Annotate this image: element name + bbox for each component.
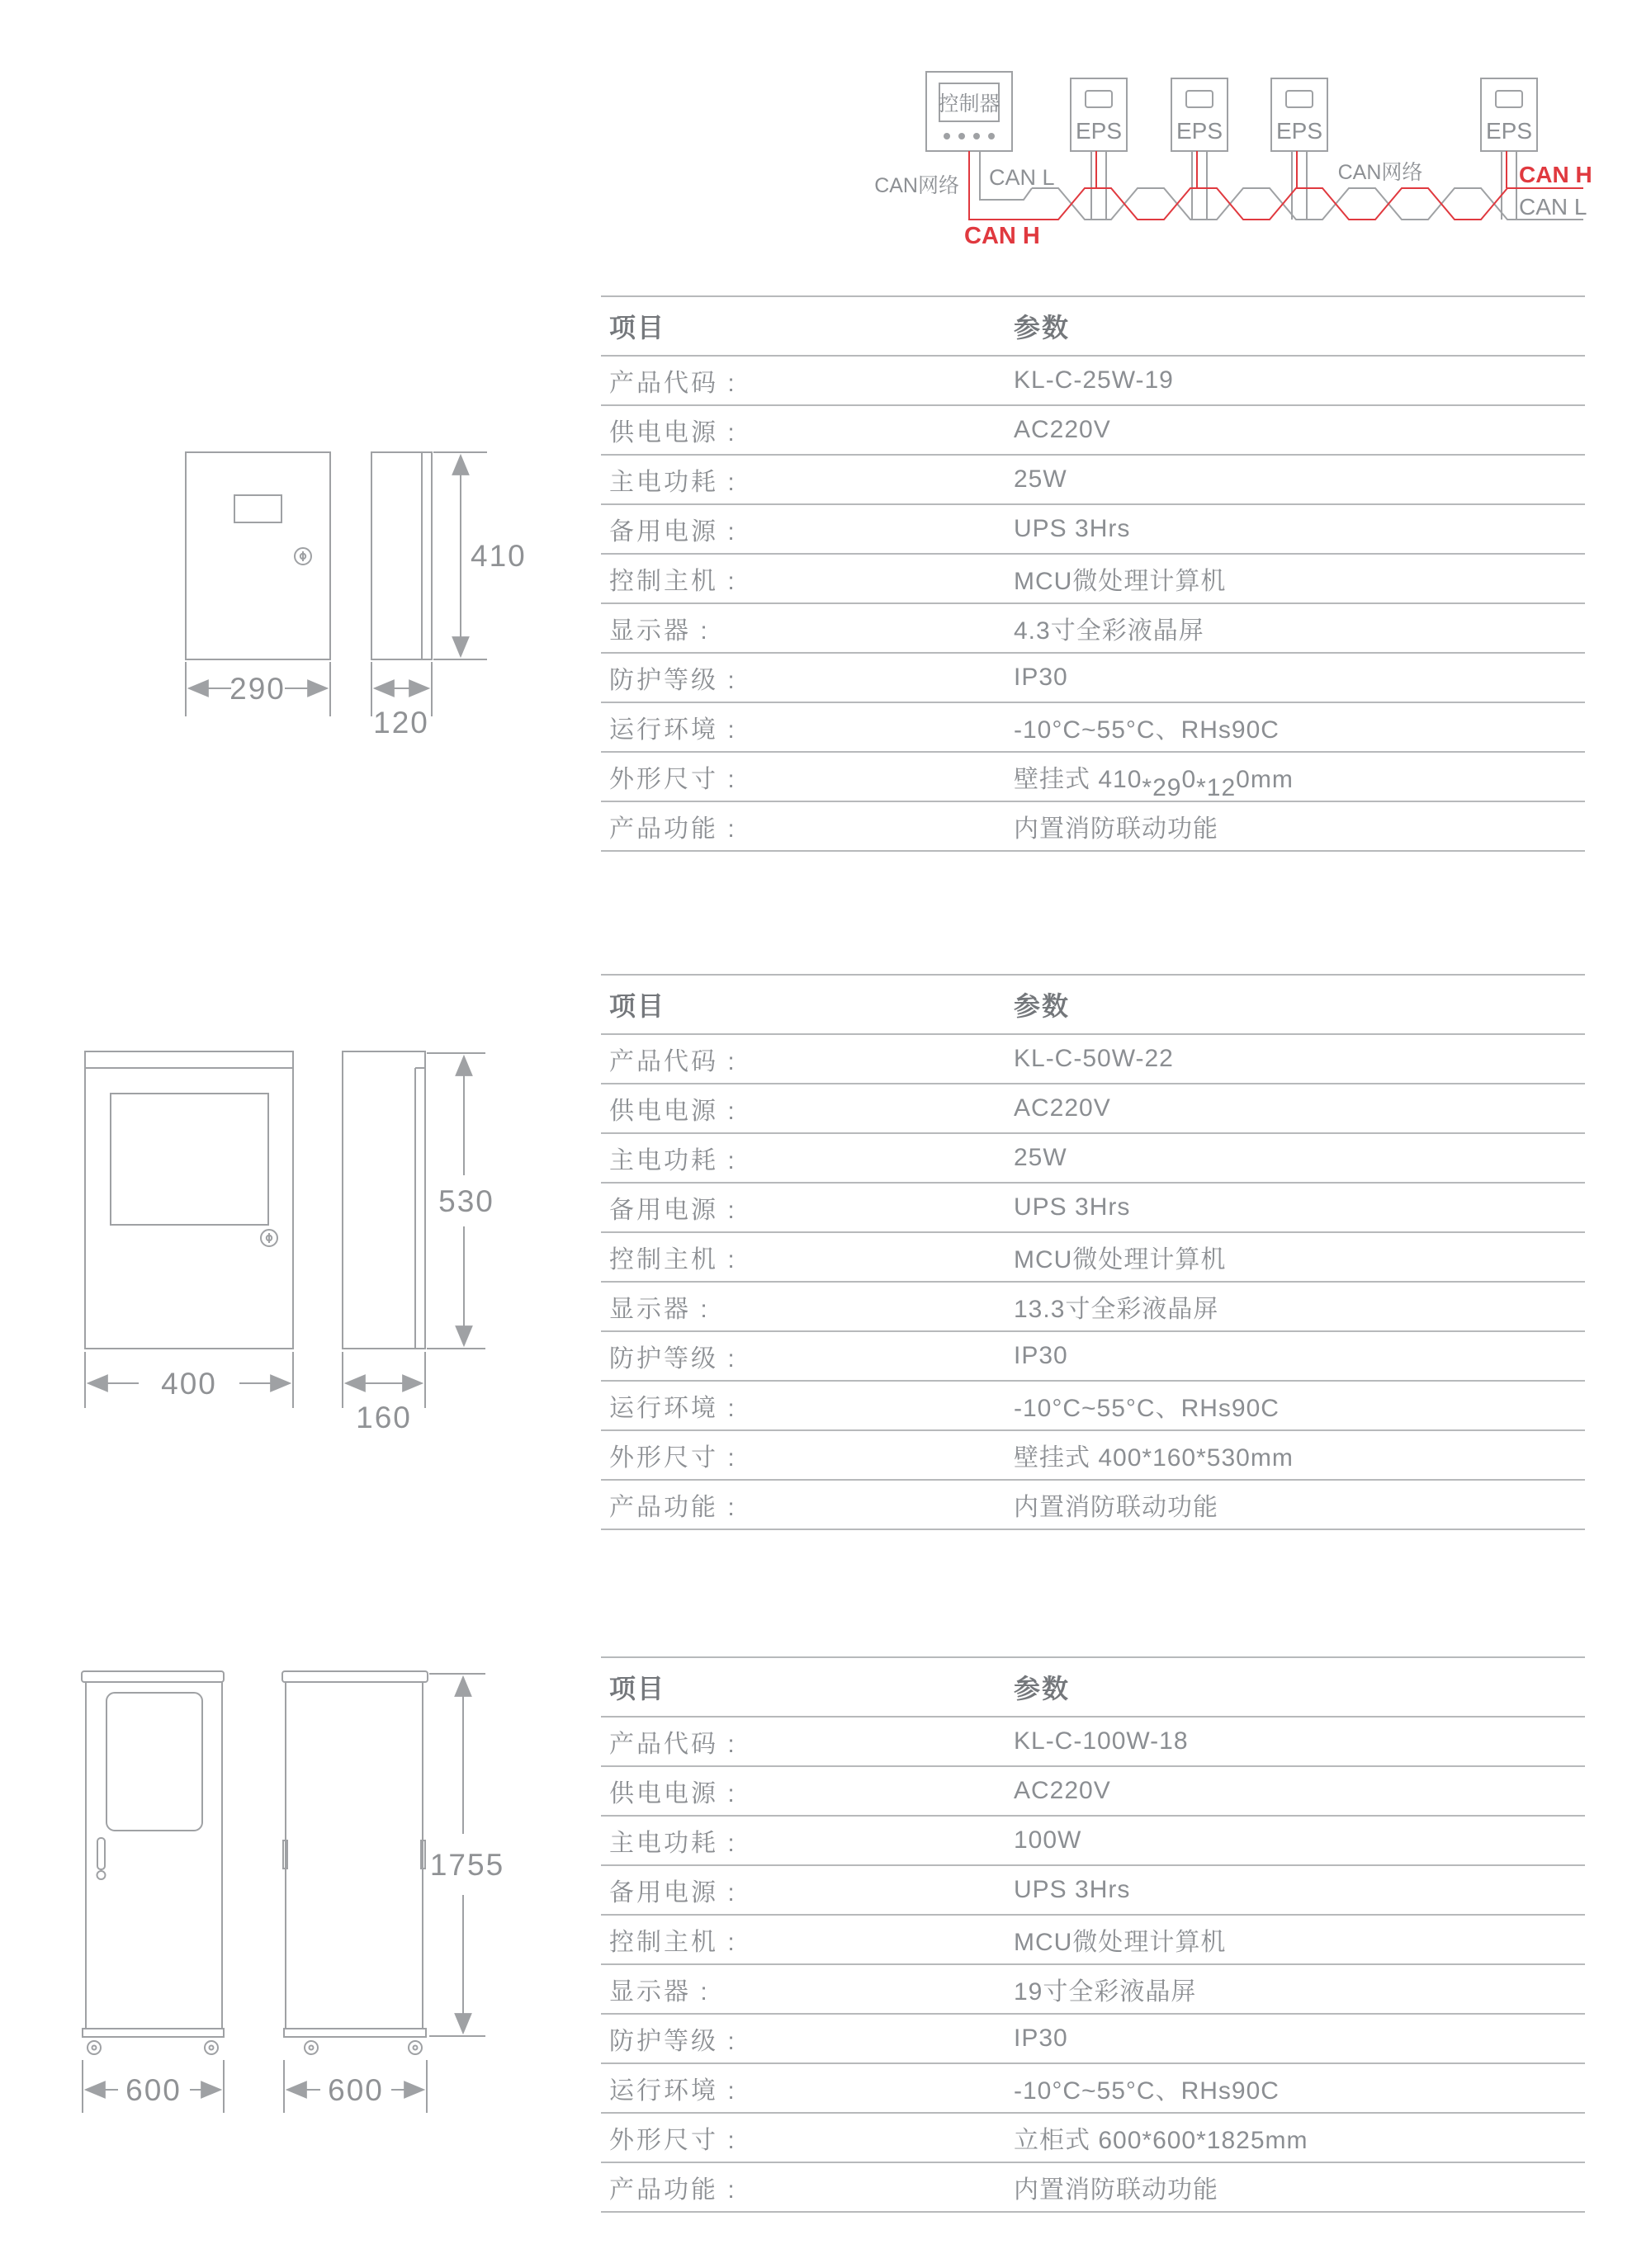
dimension-height: 530 [438, 1184, 494, 1218]
cabinet-top-cap [282, 1671, 428, 1682]
controller-label: 控制器 [938, 92, 1001, 116]
row-label: 防护等级 : [609, 2028, 737, 2055]
table-row [601, 1965, 1585, 2015]
row-label: 主电功耗 : [609, 1147, 737, 1174]
front-view [85, 1051, 293, 1349]
table-row [601, 1233, 1585, 1283]
row-label: 控制主机 : [609, 1929, 737, 1956]
table-row [601, 505, 1585, 555]
row-label: 主电功耗 : [609, 469, 737, 496]
front-view [186, 452, 330, 659]
row-label: 主电功耗 : [609, 1830, 737, 1857]
row-value: UPS 3Hrs [1014, 1193, 1131, 1221]
row-label: 显示器 : [609, 617, 710, 645]
row-value: AC220V [1014, 416, 1111, 443]
row-label: 产品代码 : [609, 1048, 737, 1075]
dimension-drawing-small-wallbox [124, 413, 553, 759]
table-row [601, 1817, 1585, 1866]
eps-label: EPS [1075, 118, 1123, 144]
row-label: 运行环境 : [609, 716, 737, 744]
table-row [601, 1084, 1585, 1134]
table-row [601, 406, 1585, 456]
table-header [601, 1658, 1585, 1718]
cabinet-base [83, 2029, 224, 2037]
table-row [601, 1283, 1585, 1332]
row-label: 备用电源 : [609, 1879, 737, 1907]
table-row [601, 802, 1585, 852]
row-value: UPS 3Hrs [1014, 515, 1131, 542]
dimension-depth: 160 [356, 1401, 412, 1434]
row-label: 产品代码 : [609, 370, 737, 397]
table-row [601, 555, 1585, 604]
row-value: 内置消防联动功能 [1014, 1494, 1218, 1521]
row-value: 立柜式 600*600*1825mm [1014, 2127, 1308, 2154]
table-row [601, 1916, 1585, 1965]
dimension-drawing-medium-wallbox [66, 1015, 528, 1436]
table-row [601, 1866, 1585, 1916]
row-value: 壁挂式 400*160*530mm [1014, 1444, 1294, 1472]
dimension-width: 600 [125, 2073, 182, 2107]
row-label: 供电电源 : [609, 419, 737, 447]
column-header-item: 项目 [609, 313, 666, 343]
row-value: 19寸全彩液晶屏 [1014, 1978, 1197, 2006]
row-value: IP30 [1014, 664, 1068, 691]
dimension-width: 290 [229, 672, 286, 706]
row-label: 备用电源 : [609, 518, 737, 546]
row-value: IP30 [1014, 2025, 1068, 2052]
column-header-param: 参数 [1014, 1674, 1071, 1703]
column-header-param: 参数 [1014, 991, 1071, 1021]
can-network-diagram [0, 0, 1651, 272]
spec-table-100w [601, 1656, 1585, 2213]
door-window [106, 1693, 202, 1831]
dimension-height: 410 [471, 539, 527, 573]
row-value: MCU微处理计算机 [1014, 1929, 1227, 1956]
row-label: 防护等级 : [609, 1345, 737, 1373]
row-value: KL-C-25W-19 [1014, 366, 1174, 394]
table-row [601, 1382, 1585, 1431]
row-value: 4.3寸全彩液晶屏 [1014, 617, 1204, 645]
table-row [601, 604, 1585, 654]
eps-label: EPS [1275, 118, 1323, 144]
row-value: MCU微处理计算机 [1014, 568, 1227, 595]
spec-table-25w [601, 295, 1585, 852]
table-row [601, 2015, 1585, 2064]
row-value: 25W [1014, 1144, 1067, 1171]
table-header [601, 297, 1585, 357]
row-label: 产品功能 : [609, 815, 737, 843]
row-label: 产品代码 : [609, 1731, 737, 1758]
row-label: 产品功能 : [609, 2176, 737, 2204]
row-label: 外形尺寸 : [609, 1444, 737, 1472]
screen-window [111, 1094, 268, 1225]
can-l-label-left: CAN L [989, 165, 1055, 190]
column-header-item: 项目 [609, 1674, 666, 1703]
dimension-depth: 600 [328, 2073, 384, 2107]
row-label: 控制主机 : [609, 1246, 737, 1273]
table-row [601, 1134, 1585, 1184]
eps-label: EPS [1176, 118, 1223, 144]
row-value: IP30 [1014, 1342, 1068, 1369]
eps-label: EPS [1485, 118, 1533, 144]
table-row [601, 1035, 1585, 1084]
row-value: 13.3寸全彩液晶屏 [1014, 1296, 1219, 1323]
row-label: 运行环境 : [609, 2077, 737, 2105]
dimension-drawing-cabinet [25, 1642, 537, 2220]
row-value: -10°C~55°C、RHs90C [1014, 2077, 1280, 2105]
row-label: 外形尺寸 : [609, 766, 737, 793]
table-row [601, 456, 1585, 505]
row-value: UPS 3Hrs [1014, 1876, 1131, 1903]
door-handle [97, 1838, 105, 1869]
caster-wheel [88, 2041, 101, 2054]
row-label: 产品功能 : [609, 1494, 737, 1521]
spec-table-50w [601, 974, 1585, 1530]
row-value: -10°C~55°C、RHs90C [1014, 1395, 1280, 1422]
can-network-label-left: CAN网络 [874, 174, 959, 197]
row-value: MCU微处理计算机 [1014, 1246, 1227, 1273]
row-value: 内置消防联动功能 [1014, 815, 1218, 843]
row-value: 壁挂式 410*290*120mm [1014, 766, 1294, 801]
eps-drop-wires [1091, 151, 1516, 220]
dimension-depth: 120 [373, 706, 429, 739]
side-view [343, 1051, 425, 1349]
row-label: 显示器 : [609, 1978, 710, 2006]
cabinet-base [284, 2029, 426, 2037]
row-label: 防护等级 : [609, 667, 737, 694]
table-row [601, 654, 1585, 703]
column-header-item: 项目 [609, 991, 666, 1021]
can-network-label-right: CAN网络 [1337, 161, 1423, 184]
row-value: 内置消防联动功能 [1014, 2176, 1218, 2204]
table-row [601, 2114, 1585, 2163]
table-row [601, 1332, 1585, 1382]
row-label: 外形尺寸 : [609, 2127, 737, 2154]
row-label: 供电电源 : [609, 1780, 737, 1807]
row-label: 控制主机 : [609, 568, 737, 595]
table-row [601, 1431, 1585, 1481]
caster-wheel [409, 2041, 422, 2054]
row-label: 显示器 : [609, 1296, 710, 1323]
caster-wheel [205, 2041, 218, 2054]
row-label: 供电电源 : [609, 1098, 737, 1125]
table-header [601, 976, 1585, 1035]
display-window [234, 495, 281, 522]
controller-indicator-dots [944, 133, 995, 139]
table-row [601, 2064, 1585, 2114]
table-row [601, 753, 1585, 802]
side-view [286, 1682, 423, 2029]
row-label: 备用电源 : [609, 1197, 737, 1224]
can-l-label-right: CAN L [1519, 194, 1587, 220]
row-value: KL-C-50W-22 [1014, 1045, 1174, 1072]
table-row [601, 1718, 1585, 1767]
dimension-height: 1755 [429, 1848, 505, 1882]
can-h-label-left: CAN H [964, 223, 1040, 249]
row-value: AC220V [1014, 1094, 1111, 1122]
table-row [601, 357, 1585, 406]
table-row [601, 1481, 1585, 1530]
row-value: -10°C~55°C、RHs90C [1014, 716, 1280, 744]
row-value: 100W [1014, 1826, 1082, 1854]
dimension-width: 400 [161, 1367, 217, 1401]
row-value: AC220V [1014, 1777, 1111, 1804]
can-h-label-right: CAN H [1519, 162, 1592, 187]
table-row [601, 703, 1585, 753]
side-view [371, 452, 432, 659]
table-row [601, 1767, 1585, 1817]
eps-can-h-stubs [1096, 151, 1507, 188]
column-header-param: 参数 [1014, 313, 1071, 343]
table-row [601, 1184, 1585, 1233]
cabinet-top-cap [82, 1671, 224, 1682]
row-value: KL-C-100W-18 [1014, 1727, 1189, 1755]
row-value: 25W [1014, 465, 1067, 493]
caster-wheel [305, 2041, 318, 2054]
table-row [601, 2163, 1585, 2213]
row-label: 运行环境 : [609, 1395, 737, 1422]
